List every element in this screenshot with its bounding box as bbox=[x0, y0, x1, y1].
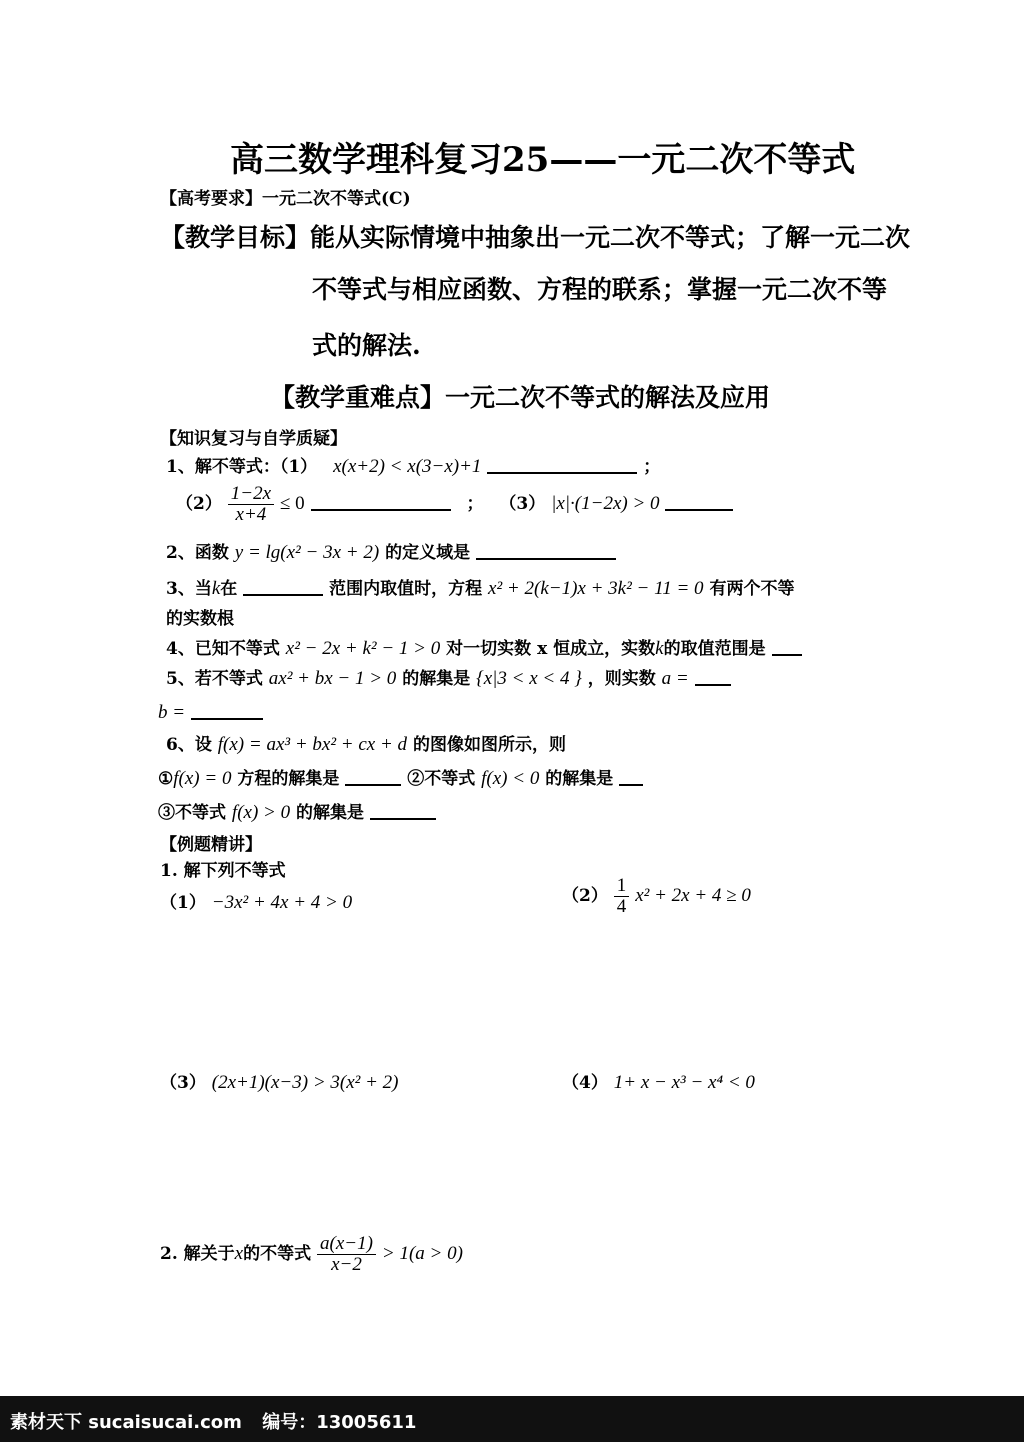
key-point-label: 【教学重难点】 bbox=[270, 383, 446, 412]
example-p1-label: （1） bbox=[160, 893, 206, 913]
objective-line-2: 不等式与相应函数、方程的联系；掌握一元二次不等 bbox=[312, 275, 888, 304]
example-q2-relation: > 1(a > 0) bbox=[381, 1243, 463, 1264]
q3-variable: k bbox=[211, 578, 221, 599]
example-p4-expression: 1+ x − x³ − x⁴ < 0 bbox=[613, 1072, 755, 1093]
q5-suffix: ，则实数 bbox=[587, 669, 656, 689]
q6-s1-blank[interactable] bbox=[345, 766, 401, 786]
review-q3 bbox=[166, 574, 794, 600]
q1-expression: x(x+2) < x(3−x)+1 bbox=[333, 456, 482, 477]
q1-part2-relation: ≤ 0 bbox=[279, 493, 305, 514]
example-q1-part2 bbox=[562, 876, 751, 917]
q3-answer-blank[interactable] bbox=[243, 576, 323, 596]
review-q6-line2 bbox=[158, 764, 643, 790]
example-p3-label: （3） bbox=[160, 1073, 206, 1093]
q1-part2-label: （2） bbox=[176, 494, 222, 514]
requirement-label: 【高考要求】 bbox=[160, 189, 262, 209]
example-p2-denominator: 4 bbox=[616, 896, 627, 917]
q6-s2-suffix: 的解集是 bbox=[545, 769, 614, 789]
example-q1-part3 bbox=[160, 1068, 399, 1094]
q5-a-equals: a = bbox=[661, 668, 689, 689]
example-q2 bbox=[160, 1234, 463, 1275]
q3-mid: 在 bbox=[220, 579, 238, 599]
q6-suffix: 的图像如图所示，则 bbox=[412, 735, 566, 755]
example-p3-expression: (2x+1)(x−3) > 3(x² + 2) bbox=[211, 1072, 399, 1093]
q5-a-blank[interactable] bbox=[695, 666, 731, 686]
q1-part2-denominator: x+4 bbox=[235, 504, 267, 525]
objective-label: 【教学目标】 bbox=[160, 223, 311, 252]
q1-part2-separator: ； bbox=[466, 494, 484, 514]
q5-mid: 的解集是 bbox=[402, 669, 471, 689]
review-q5-b bbox=[158, 700, 263, 724]
q4-variable: k bbox=[655, 638, 664, 659]
key-point-text: 一元二次不等式的解法及应用 bbox=[445, 383, 771, 412]
q6-expression: f(x) = ax³ + bx² + cx + d bbox=[217, 734, 408, 755]
watermark-id: 13005611 bbox=[316, 1412, 417, 1433]
q3-prefix: 3、当 bbox=[166, 579, 212, 599]
objective-text-1: 能从实际情境中抽象出一元二次不等式；了解一元二次 bbox=[310, 223, 911, 252]
q2-prefix: 2、函数 bbox=[166, 543, 229, 563]
key-point-line bbox=[270, 378, 770, 414]
watermark-site: 素材天下 sucaisucai.com bbox=[10, 1412, 242, 1433]
example-p2-numerator: 1 bbox=[614, 876, 630, 897]
example-p2-expression: x² + 2x + 4 ≥ 0 bbox=[635, 885, 751, 906]
q6-s2-text: ②不等式 bbox=[407, 769, 476, 789]
q2-expression: y = lg(x² − 3x + 2) bbox=[234, 542, 380, 563]
example-p4-label: （4） bbox=[562, 1073, 608, 1093]
requirement-line bbox=[160, 184, 411, 209]
q1-answer-blank[interactable] bbox=[487, 454, 637, 474]
example-q1-part1 bbox=[160, 888, 352, 914]
objective-line-3: 式的解法. bbox=[312, 331, 421, 360]
q3-line2: 的实数根 bbox=[166, 609, 234, 629]
q5-b-blank[interactable] bbox=[191, 700, 263, 720]
review-q1-parts bbox=[176, 484, 733, 525]
review-q5 bbox=[166, 664, 731, 690]
example-p1-expression: −3x² + 4x + 4 > 0 bbox=[211, 892, 353, 913]
q4-prefix: 4、已知不等式 bbox=[166, 639, 280, 659]
review-q1 bbox=[166, 452, 660, 478]
q3-expression: x² + 2(k−1)x + 3k² − 11 = 0 bbox=[488, 578, 704, 599]
q6-s2-expression: f(x) < 0 bbox=[481, 768, 540, 789]
q6-s3-text: ③不等式 bbox=[158, 803, 226, 823]
q4-suffix: 的取值范围是 bbox=[663, 639, 766, 659]
q6-s3-blank[interactable] bbox=[370, 800, 436, 820]
watermark-id-label: 编号： bbox=[262, 1412, 317, 1433]
example-q2-denominator: x−2 bbox=[331, 1254, 362, 1275]
q6-s3-expression: f(x) > 0 bbox=[231, 802, 291, 823]
q3-suffix: 有两个不等 bbox=[709, 579, 795, 599]
example-q2-mid: 的不等式 bbox=[243, 1244, 312, 1264]
q1-part2-numerator: 1−2x bbox=[228, 484, 274, 505]
q4-expression: x² − 2x + k² − 1 > 0 bbox=[285, 638, 441, 659]
review-q6 bbox=[166, 730, 566, 756]
q6-prefix: 6、设 bbox=[166, 735, 212, 755]
objective-line-1 bbox=[160, 218, 910, 254]
q1-separator: ； bbox=[643, 457, 661, 477]
example-q2-variable: x bbox=[234, 1243, 244, 1264]
page-title: 高三数学理科复习25——一元二次不等式 bbox=[230, 140, 856, 180]
example-q2-numerator: a(x−1) bbox=[317, 1234, 376, 1255]
review-q6-line3 bbox=[158, 798, 436, 824]
q1-part2-answer-blank[interactable] bbox=[311, 491, 451, 511]
q1-part3-label: （3） bbox=[499, 494, 546, 514]
watermark-text bbox=[10, 1408, 416, 1434]
example-p2-label: （2） bbox=[562, 886, 608, 906]
q6-s2-blank[interactable] bbox=[619, 766, 643, 786]
q1-prefix: 1、解不等式：（1） bbox=[166, 457, 318, 477]
q3-mid2: 范围内取值时，方程 bbox=[329, 579, 483, 599]
q5-solution-set: {x|3 < x < 4 } bbox=[476, 668, 582, 689]
q6-s1-text: 方程的解集是 bbox=[237, 769, 340, 789]
example-q2-prefix: 2. 解关于 bbox=[160, 1244, 235, 1264]
q6-s1-mark: ① bbox=[158, 769, 174, 789]
q5-prefix: 5、若不等式 bbox=[166, 669, 263, 689]
q6-s1-expression: f(x) = 0 bbox=[173, 768, 232, 789]
requirement-text: 一元二次不等式(C) bbox=[262, 189, 411, 209]
examples-heading: 【例题精讲】 bbox=[160, 835, 262, 855]
example-q2-fraction bbox=[317, 1234, 376, 1275]
q1-part3-answer-blank[interactable] bbox=[665, 491, 733, 511]
review-q4 bbox=[166, 634, 802, 660]
example-p2-fraction bbox=[614, 876, 630, 917]
review-q2 bbox=[166, 538, 616, 564]
q2-answer-blank[interactable] bbox=[476, 540, 616, 560]
review-heading: 【知识复习与自学质疑】 bbox=[160, 429, 347, 449]
q4-answer-blank[interactable] bbox=[772, 636, 802, 656]
example-q1-part4 bbox=[562, 1068, 755, 1094]
example-q1-heading: 1. 解下列不等式 bbox=[160, 861, 286, 881]
q4-mid: 对一切实数 x 恒成立，实数 bbox=[446, 639, 656, 659]
q5-expression: ax² + bx − 1 > 0 bbox=[268, 668, 397, 689]
q6-s3-suffix: 的解集是 bbox=[296, 803, 365, 823]
watermark-bar bbox=[0, 1396, 1024, 1442]
q1-part3-expression: |x|·(1−2x) > 0 bbox=[551, 493, 660, 514]
q2-suffix: 的定义域是 bbox=[385, 543, 471, 563]
q1-part2-fraction bbox=[228, 484, 274, 525]
q5-b-equals: b = bbox=[158, 702, 186, 723]
